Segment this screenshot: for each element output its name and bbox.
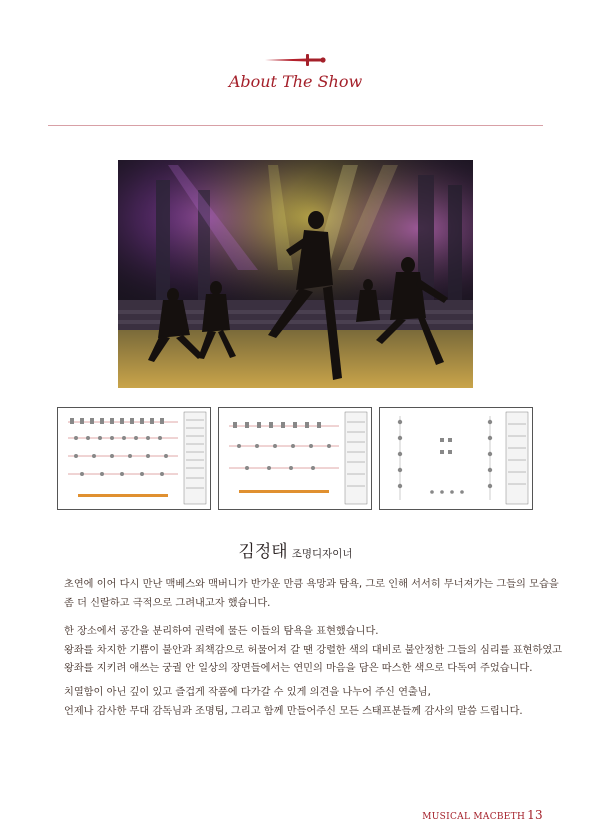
paragraph-1 (64, 576, 559, 613)
section-title: About The Show (228, 72, 363, 91)
paragraph-line: 왕좌를 지키려 애쓰는 궁궐 안 일상의 장면들에서는 연민의 마음을 담은 따스한 색으로 다독여 주었습니다. (64, 663, 533, 674)
stage-photo (118, 160, 473, 388)
paragraph-line: 언제나 감사한 무대 감독님과 조명팀, 그리고 함께 만들어주신 모든 스태프분들께 감사의 말씀 드립니다. (64, 705, 523, 717)
page-number: 13 (527, 808, 543, 822)
designer-credit (0, 537, 591, 562)
paragraph-line: 좀 더 신랄하고 극적으로 그려내고자 했습니다. (64, 597, 271, 609)
paragraph-3 (64, 684, 534, 721)
divider (48, 125, 543, 126)
designer-role: 조명디자이너 (291, 548, 353, 560)
paragraph-line: 왕좌를 차지한 기쁨이 불안과 죄책감으로 허물어져 갈 땐 강렬한 색의 대비로 불안정한 그들의 심리를 표현하였고 (64, 644, 563, 656)
paragraph-line: 초연에 이어 다시 만난 맥베스와 맥버니가 반가운 만큼 욕망과 탐욕, 그로 인해 서서히 무너져가는 그들의 모습을 (64, 579, 559, 590)
paragraph-line: 치열함이 아닌 깊이 있고 즐겁게 작품에 다가갈 수 있게 의견을 나누어 주신 연출님, (64, 687, 431, 698)
paragraph-2 (64, 623, 563, 679)
lighting-plot-1 (57, 407, 211, 510)
sword-icon (263, 53, 329, 67)
lighting-plot-3 (379, 407, 533, 510)
footer-label: MUSICAL MACBETH (422, 812, 526, 822)
lighting-plot-2 (218, 407, 372, 510)
page-footer (422, 808, 543, 822)
designer-name: 김정태 (238, 542, 288, 562)
paragraph-line: 한 장소에서 공간을 분리하여 권력에 물든 이들의 탐욕을 표현했습니다. (64, 626, 379, 637)
